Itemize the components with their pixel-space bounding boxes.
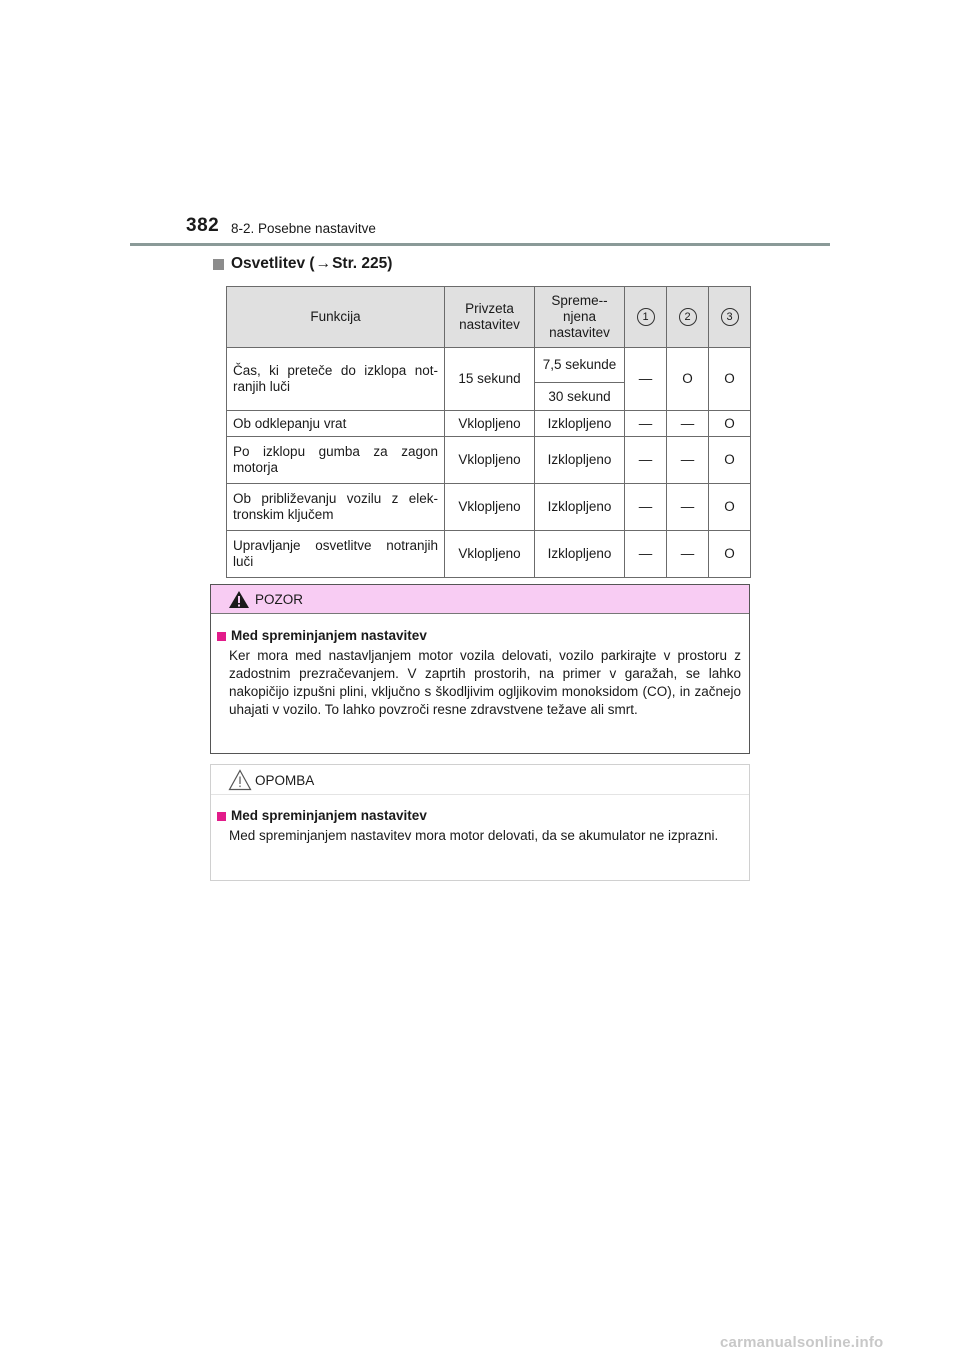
cell-col-1: — (625, 531, 667, 578)
arrow-icon: → (315, 255, 332, 272)
cell-changed: Izklopljeno (535, 411, 625, 437)
section-title (213, 255, 392, 273)
warning-label: POZOR (255, 592, 304, 607)
table-row (227, 437, 751, 484)
cell-changed: Izklopljeno (535, 437, 625, 484)
table-row (227, 484, 751, 531)
square-bullet-icon (213, 259, 224, 270)
pink-square-bullet-icon (217, 812, 226, 821)
header-col-2 (667, 287, 709, 348)
header-changed: Spreme-njena nastavitev (535, 287, 625, 348)
section-page-ref: Str. 225) (332, 255, 393, 272)
note-subtitle-text: Med spreminjanjem nastavitev (231, 808, 427, 823)
header-function: Funkcija (227, 287, 445, 348)
header-col-1 (625, 287, 667, 348)
cell-col-1: — (625, 348, 667, 411)
cell-default: 15 sekund (445, 348, 535, 411)
warning-header (211, 585, 749, 614)
circled-number-1: 1 (637, 308, 655, 326)
cell-col-1: — (625, 437, 667, 484)
table-header-row (227, 287, 751, 348)
running-head: 8-2. Posebne nastavitve (231, 221, 376, 236)
warning-text: Ker mora med nastavljanjem motor vozila delovati, vozilo parkirajte v prostoru z zadostnim prezračevanjem. V zaprtih prostorih, na primer v garažah, se lahko nakopičijo izpušni plini, vključno s škodljivim ogljikovim monoksidom (CO), in začnejo uhajati v vozilo. To lahko povzroči resne zdravstvene težave ali smrt. (229, 648, 741, 717)
cell-function: Ob odklepanju vrat (227, 411, 445, 437)
caution-outline-triangle-icon (228, 769, 252, 791)
cell-changed: Izklopljeno (535, 484, 625, 531)
page-number: 382 (186, 215, 220, 236)
section-title-text: Osvetlitev ( (231, 255, 315, 272)
cell-col-2: O (667, 348, 709, 411)
pink-square-bullet-icon (217, 632, 226, 641)
warning-subtitle-text: Med spreminjanjem nastavitev (231, 628, 427, 643)
note-header (211, 765, 749, 795)
cell-col-2: — (667, 484, 709, 531)
cell-col-2: — (667, 531, 709, 578)
cell-col-3: O (709, 411, 751, 437)
cell-changed: 7,5 sekunde (535, 348, 625, 383)
cell-col-2: — (667, 437, 709, 484)
cell-col-3: O (709, 437, 751, 484)
note-text: Med spreminjanjem nastavitev mora motor delovati, da se akumulator ne izprazni. (229, 828, 719, 843)
cell-col-1: — (625, 411, 667, 437)
cell-default: Vklopljeno (445, 531, 535, 578)
cell-function: Ob približevanju vozilu z elektronskim ključem (227, 484, 445, 531)
cell-default: Vklopljeno (445, 437, 535, 484)
note-subtitle (217, 807, 741, 825)
header-rule (130, 243, 830, 246)
cell-default: Vklopljeno (445, 484, 535, 531)
table-row (227, 411, 751, 437)
cell-col-3: O (709, 348, 751, 411)
cell-col-2: — (667, 411, 709, 437)
warning-subtitle (217, 627, 741, 645)
cell-changed: 30 sekund (535, 383, 625, 411)
settings-table (226, 286, 751, 578)
cell-default: Vklopljeno (445, 411, 535, 437)
circled-number-3: 3 (721, 308, 739, 326)
cell-col-1: — (625, 484, 667, 531)
watermark: carmanualsonline.info (720, 1334, 884, 1351)
cell-changed: Izklopljeno (535, 531, 625, 578)
note-box (210, 764, 750, 881)
table-row (227, 531, 751, 578)
cell-function: Upravljanje osvetlitve notranjih luči (227, 531, 445, 578)
warning-triangle-icon (228, 590, 250, 609)
warning-box (210, 584, 750, 754)
note-label: OPOMBA (255, 773, 315, 788)
table-row (227, 348, 751, 383)
circled-number-2: 2 (679, 308, 697, 326)
cell-function: Čas, ki preteče do izklopa notranjih luči (227, 348, 445, 411)
header-default: Privzeta nastavitev (445, 287, 535, 348)
cell-function: Po izklopu gumba za zagon motorja (227, 437, 445, 484)
cell-col-3: O (709, 531, 751, 578)
cell-col-3: O (709, 484, 751, 531)
header-col-3 (709, 287, 751, 348)
